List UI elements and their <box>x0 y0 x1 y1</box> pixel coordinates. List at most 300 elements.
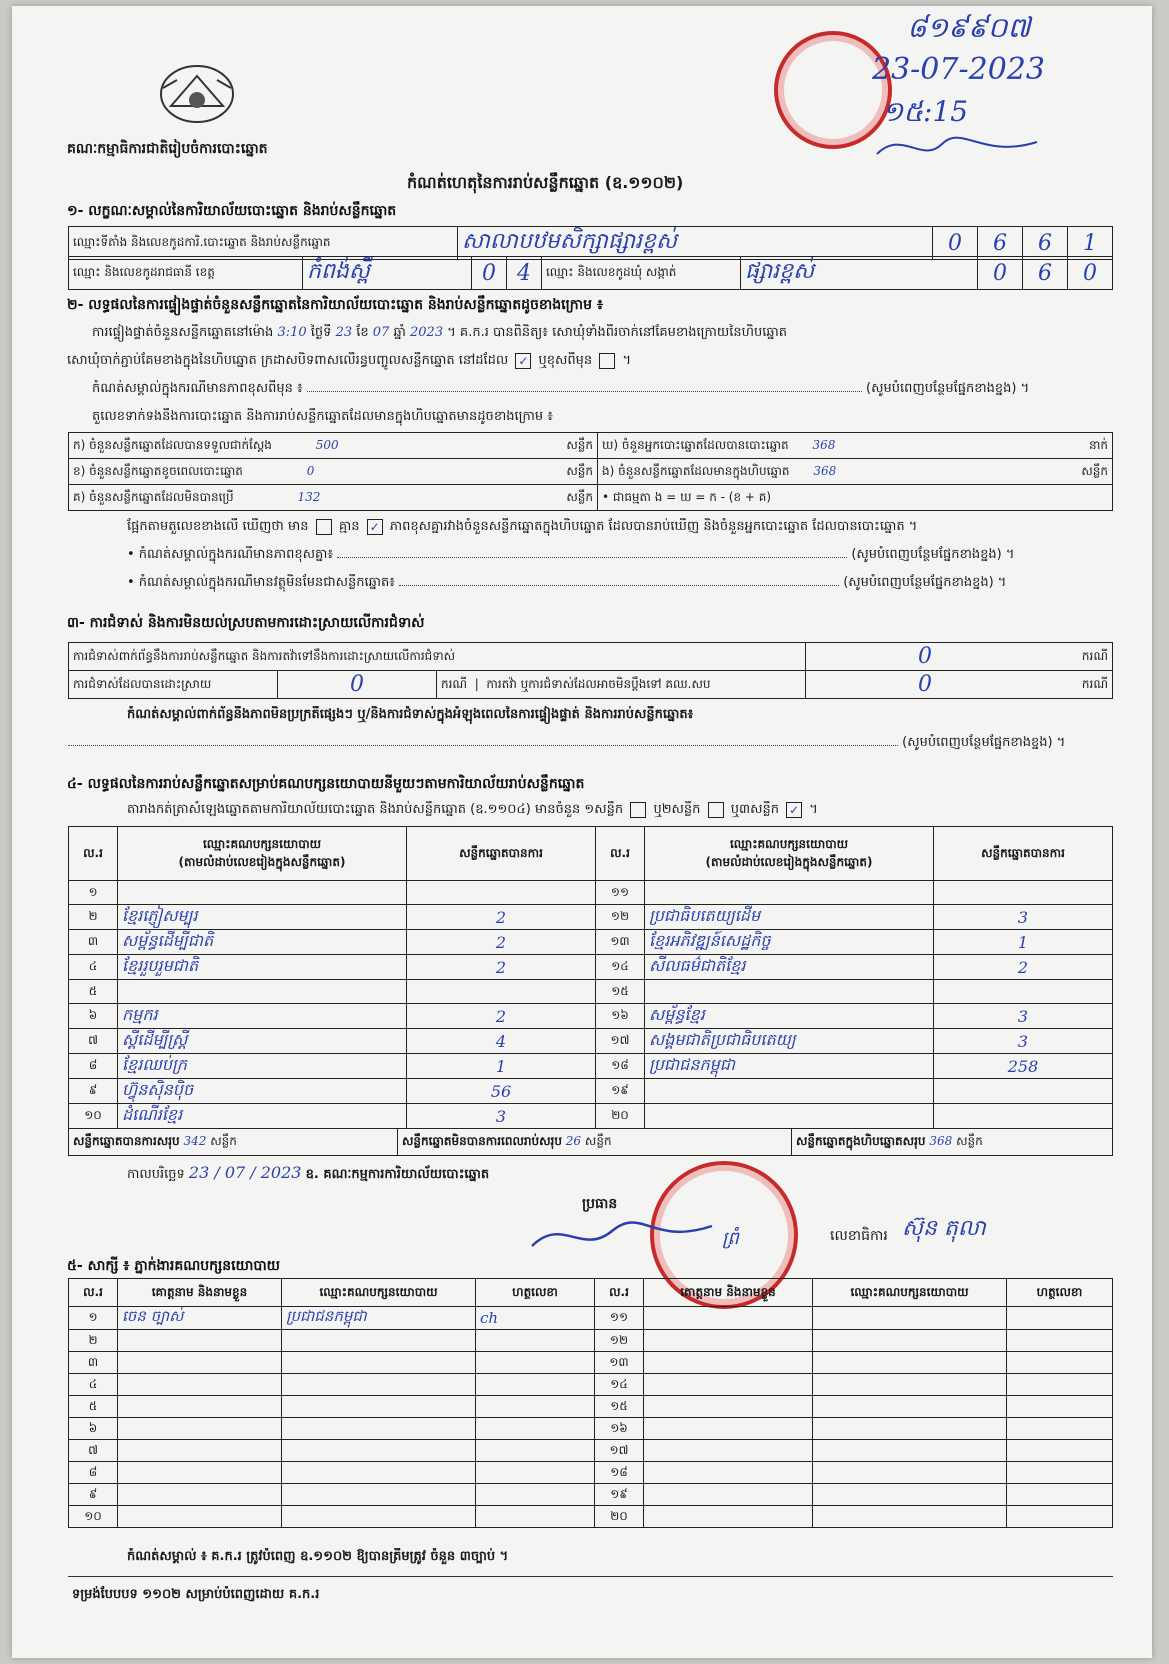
col-party-line1: ឈ្មោះគណបក្សនយោបាយ <box>202 836 322 851</box>
figure-b-unit: សន្លឹក <box>566 463 593 478</box>
verify-text-g: ឬខុសពីមុន <box>538 353 593 368</box>
note-object <box>127 574 1112 593</box>
section1-table-row2 <box>68 256 1113 290</box>
verify-text-a: ការផ្ទៀងផ្ទាត់ចំនួនសន្លឹកឆ្នោតនៅម៉ោង <box>92 325 274 340</box>
table-row <box>69 1004 1113 1029</box>
witness-signature <box>476 1506 595 1528</box>
result-votes <box>407 881 596 905</box>
irregularity-note: កំណត់សម្គាល់ពាក់ព័ន្ធនឹងភាពមិនប្រក្រតីផ្សេងៗ ឬ/និងការជំទាស់ក្នុងអំឡុងពេលនៃការផ្ទៀងផ្ទាត់ និងការរាប់សន្លឹកឆ្នោត៖ <box>127 707 694 722</box>
witness-party-2 <box>813 1462 1007 1484</box>
result-no: ៨ <box>69 1054 118 1079</box>
witness-no: ៤ <box>69 1374 118 1396</box>
result-party-2 <box>645 1104 934 1129</box>
prov-digit-2: 4 <box>517 260 531 286</box>
objections-table: ការជំទាស់ពាក់ព័ន្ធនឹងការរាប់សន្លឹកឆ្នោត និងការតវ៉ាទៅនឹងការដោះស្រាយលើការជំទាស់ 0 ករណី ការជំទាស់ដែលបានដោះស្រាយ 0 ករណី | ការតវ៉ា ឬការជំទាស់ដែលអាចមិនប្តឹងទៅ គឈ.សប 0 ករណី <box>68 642 1113 699</box>
witness-signature: ch <box>476 1307 595 1330</box>
national-emblem-icon <box>157 58 237 128</box>
chair-signature-icon <box>522 1206 722 1266</box>
witness-no: ៩ <box>69 1484 118 1506</box>
result-no: ៦ <box>69 1004 118 1029</box>
witness-name-2 <box>644 1418 813 1440</box>
appeal-label: ការតវ៉ា ឬការជំទាស់ដែលអាចមិនប្តឹងទៅ គឈ.សប <box>486 676 711 691</box>
figure-e-value: 368 <box>813 463 837 478</box>
result-no-2: ១៥ <box>596 980 645 1004</box>
result-party-2: ប្រជាជនកម្ពុជា <box>645 1054 934 1079</box>
witness-party-2 <box>813 1330 1007 1352</box>
result-party: សម្ព័ន្ធដើម្បីជាតិ <box>118 930 407 955</box>
witness-no: ១ <box>69 1307 118 1330</box>
document-page <box>12 6 1152 1658</box>
witness-row <box>69 1418 1113 1440</box>
witness-row <box>69 1396 1113 1418</box>
handwritten-date: 23-07-2023 <box>872 52 1045 87</box>
tally-text-c: ឬ៣សន្លឹក <box>730 802 779 817</box>
witness-name-2 <box>644 1374 813 1396</box>
three-sheet-checkbox[interactable]: ✓ <box>786 802 802 818</box>
resolved-label: ការជំទាស់ដែលបានដោះស្រាយ <box>69 671 278 699</box>
figure-a-label: ក) ចំនួនសន្លឹកឆ្នោតដែលបានទទួលជាក់ស្តែង <box>73 437 272 452</box>
witness-party-2 <box>813 1418 1007 1440</box>
witness-name <box>118 1484 282 1506</box>
total-invalid-label: សន្លឹកឆ្នោតមិនបានការពេលរាប់សរុប <box>402 1134 562 1148</box>
location-label: ឈ្មោះទីតាំង និងលេខកូដការិ.បោះឆ្នោត និងរាប់សន្លឹកឆ្នោត <box>69 227 458 260</box>
appeal-unit: ករណី <box>1044 671 1113 699</box>
secretary-label: លេខាធិការ <box>830 1228 888 1244</box>
figures-intro: តួលេខទាក់ទងនឹងការបោះឆ្នោត និងការរាប់សន្លឹកឆ្នោតដែលមានក្នុងហិបឆ្នោតមានដូចខាងក្រោម ៖ <box>92 409 553 424</box>
witness-no: ៧ <box>69 1440 118 1462</box>
w-col-no: ល.រ <box>69 1279 118 1307</box>
total-valid <box>69 1129 398 1155</box>
has-diff-checkbox[interactable] <box>316 519 332 535</box>
result-no-2: ១៧ <box>596 1029 645 1054</box>
loc-digit-3: 6 <box>1038 230 1052 256</box>
col-party-line2: (តាមលំដាប់លេខរៀងក្នុងសន្លឹកឆ្នោត) <box>178 854 346 869</box>
witness-party <box>282 1484 476 1506</box>
total-valid-value: 342 <box>183 1134 207 1148</box>
result-party-2: សង្គមជាតិប្រជាធិបតេយ្យ <box>645 1029 934 1054</box>
one-sheet-checkbox[interactable] <box>630 802 646 818</box>
figure-c-value: 132 <box>297 489 321 504</box>
witness-party <box>282 1418 476 1440</box>
location-value: សាលាបឋមសិក្សាផ្សារខ្ពស់ <box>462 229 677 254</box>
section2-title: ២- លទ្ធផលនៃការផ្ទៀងផ្ទាត់ចំនួនសន្លឹកឆ្នោតនៃការិយាល័យបោះឆ្នោត និងរាប់សន្លឹកឆ្នោតដូចខាងក្រោម ៖ <box>67 297 603 313</box>
witness-name: ចេន ច្បាស់ <box>118 1307 282 1330</box>
col-party2-line1: ឈ្មោះគណបក្សនយោបាយ <box>729 836 849 851</box>
witness-name-2 <box>644 1396 813 1418</box>
note-diff-tail: (សូមបំពេញបន្ថែមផ្នែកខាងខ្នង) ។ <box>851 547 1015 562</box>
figure-c-unit: សន្លឹក <box>566 489 593 504</box>
loc-digit-1: 0 <box>948 230 962 256</box>
witness-signature <box>476 1396 595 1418</box>
result-votes: 2 <box>407 955 596 980</box>
witness-name <box>118 1440 282 1462</box>
result-no: ៤ <box>69 955 118 980</box>
result-party: ខ្មែរភ្ញៀសម្បុរ <box>118 905 407 930</box>
witness-no-2: ១៨ <box>595 1462 644 1484</box>
table-row <box>69 1029 1113 1054</box>
witness-row <box>69 1506 1113 1528</box>
result-party: កម្មករ <box>118 1004 407 1029</box>
witness-party <box>282 1462 476 1484</box>
figure-e <box>598 459 1113 485</box>
witness-name-2 <box>644 1462 813 1484</box>
verify-month: 07 <box>372 325 390 340</box>
com-digit-2: 6 <box>1038 260 1052 286</box>
witness-party <box>282 1440 476 1462</box>
figure-formula: • ជាធម្មតា ង = ឃ = ក - (ខ + គ) <box>598 485 1113 511</box>
figure-a-value: 500 <box>315 437 339 452</box>
section3-title: ៣- ការជំទាស់ និងការមិនយល់ស្របតាមការដោះស្រាយលើការជំទាស់ <box>67 615 425 631</box>
result-votes-2 <box>934 1079 1113 1104</box>
chair-label: ប្រធាន <box>582 1196 618 1212</box>
w-col-no-2: ល.រ <box>595 1279 644 1307</box>
verify-year: 2023 <box>410 325 444 340</box>
chair-name: ព្រំ <box>722 1228 739 1249</box>
result-no-2: ១៦ <box>596 1004 645 1029</box>
result-party: ខ្មែរឈប់ក្រ <box>118 1054 407 1079</box>
tally-sheets-line: តារាងកត់ត្រាសំឡេងឆ្នោតតាមការិយាល័យបោះឆ្នោត និងរាប់សន្លឹកឆ្នោត (ឧ.១១០៤) មានចំនួន ១សន្លឹក ឬ២សន្លឹក ឬ៣សន្លឹក ✓ ។ <box>127 802 818 817</box>
note-different <box>92 380 1112 399</box>
witness-no: ៣ <box>69 1352 118 1374</box>
witness-signature-2 <box>1007 1330 1113 1352</box>
handwritten-time: ១៥:15 <box>882 95 969 128</box>
committee-name: គណៈកម្មាធិការជាតិរៀបចំការបោះឆ្នោត <box>67 141 268 157</box>
result-party: ដំណើរខ្មែរ <box>118 1104 407 1129</box>
witness-party-2 <box>813 1374 1007 1396</box>
commune-value: ផ្សារខ្ពស់ <box>745 259 815 284</box>
witness-no-2: ១១ <box>595 1307 644 1330</box>
section1-table <box>68 226 1113 260</box>
total-ballots <box>792 1129 1112 1155</box>
witness-signature <box>476 1440 595 1462</box>
resolved-unit: ករណី <box>441 676 468 691</box>
result-no-2: ១៤ <box>596 955 645 980</box>
loc-digit-2: 6 <box>993 230 1007 256</box>
result-no: ២ <box>69 905 118 930</box>
table-row <box>69 905 1113 930</box>
witness-name <box>118 1352 282 1374</box>
w-col-name: គោត្តនាម និងនាមខ្លួន <box>118 1279 282 1307</box>
result-votes: 2 <box>407 1004 596 1029</box>
result-votes-2: 258 <box>934 1054 1113 1079</box>
note-diff-label: • កំណត់សម្គាល់ក្នុងករណីមានភាពខុសគ្នា៖ <box>127 547 334 562</box>
loc-digit-4: 1 <box>1083 230 1097 256</box>
result-votes: 2 <box>407 930 596 955</box>
figure-d-label: ឃ) ចំនួនអ្នកបោះឆ្នោតដែលបានបោះឆ្នោត <box>602 437 789 452</box>
witness-signature-2 <box>1007 1352 1113 1374</box>
witness-signature <box>476 1462 595 1484</box>
w-col-name-2: គោត្តនាម និងនាមខ្លួន <box>644 1279 813 1307</box>
witness-table <box>68 1278 1113 1528</box>
result-no-2: ១២ <box>596 905 645 930</box>
result-votes: 2 <box>407 905 596 930</box>
w-col-sig: ហត្ថលេខា <box>476 1279 595 1307</box>
verify-text-d: ឆ្នាំ <box>393 325 406 340</box>
result-votes-2 <box>934 881 1113 905</box>
witness-party-2 <box>813 1506 1007 1528</box>
diff-text-c: ភាពខុសគ្នារវាងចំនួនសន្លឹកឆ្នោតក្នុងហិបឆ្នោត ដែលបានរាប់ឃើញ និងចំនួនអ្នកបោះឆ្នោត ដែលបានបោះឆ្នោត ។ <box>389 519 918 534</box>
figure-d <box>598 433 1113 459</box>
figure-b-value: 0 <box>306 463 315 478</box>
witness-name <box>118 1330 282 1352</box>
witness-row <box>69 1330 1113 1352</box>
witness-signature <box>476 1484 595 1506</box>
witness-party-2 <box>813 1352 1007 1374</box>
witness-signature <box>476 1330 595 1352</box>
witness-party <box>282 1374 476 1396</box>
result-party: ខ្មែររួបរួមជាតិ <box>118 955 407 980</box>
note-object-tail: (សូមបំពេញបន្ថែមផ្នែកខាងខ្នង) ។ <box>843 575 1007 590</box>
result-no-2: ២០ <box>596 1104 645 1129</box>
witness-signature-2 <box>1007 1418 1113 1440</box>
verify-day: 23 <box>335 325 353 340</box>
result-party-2 <box>645 1079 934 1104</box>
figure-d-unit: នាក់ <box>1088 437 1108 452</box>
table-row <box>69 1079 1113 1104</box>
witness-name <box>118 1418 282 1440</box>
witness-name-2 <box>644 1440 813 1462</box>
province-label: ឈ្មោះ និងលេខកូដរាជធានី ខេត្ត <box>69 257 303 290</box>
result-no: ៩ <box>69 1079 118 1104</box>
witness-row <box>69 1440 1113 1462</box>
document-title: កំណត់ហេតុនៃការរាប់សន្លឹកឆ្នោត (ឧ.១១០២) <box>407 173 684 192</box>
witness-party: ប្រជាជនកម្ពុជា <box>282 1307 476 1330</box>
witness-signature-2 <box>1007 1396 1113 1418</box>
result-no-2: ១៣ <box>596 930 645 955</box>
note-diff <box>127 546 1112 565</box>
sign-org: ឧ. គណៈកម្មការការិយាល័យបោះឆ្នោត <box>305 1167 490 1182</box>
witness-row <box>69 1484 1113 1506</box>
witness-name <box>118 1462 282 1484</box>
witness-no: ៨ <box>69 1462 118 1484</box>
table-row <box>69 980 1113 1004</box>
witness-signature-2 <box>1007 1374 1113 1396</box>
figure-a <box>69 433 598 459</box>
witness-signature <box>476 1418 595 1440</box>
witness-no-2: ១៥ <box>595 1396 644 1418</box>
witness-party-2 <box>813 1440 1007 1462</box>
result-party <box>118 980 407 1004</box>
table-row <box>69 1054 1113 1079</box>
total-ballots-label: សន្លឹកឆ្នោតក្នុងហិបឆ្នោតសរុប <box>796 1134 926 1148</box>
figures-table <box>68 432 1113 511</box>
witness-name <box>118 1374 282 1396</box>
tally-text-b: ឬ២សន្លឹក <box>653 802 701 817</box>
witness-party-2 <box>813 1484 1007 1506</box>
result-party-2 <box>645 881 934 905</box>
witness-row <box>69 1374 1113 1396</box>
two-sheet-checkbox[interactable] <box>708 802 724 818</box>
table-row <box>69 930 1113 955</box>
total-invalid-unit: សន្លឹក <box>584 1134 612 1148</box>
result-party: ហ៊្វុនស៊ិនប៉ិច <box>118 1079 407 1104</box>
verification-line2: សោឃុំចាក់ភ្ជាប់គែមខាងក្នុងនៃហិបឆ្នោត ក្រដាសបិទពាសលើរន្ធបញ្ចូលសន្លឹកឆ្នោត នៅដដែល ✓ ឬខុសពីមុន ។ <box>67 353 632 368</box>
note-object-label: • កំណត់សម្គាល់ក្នុងករណីមានវត្ថុមិនមែនជាសន្លឹកឆ្នោត៖ <box>127 575 395 590</box>
witness-signature-2 <box>1007 1484 1113 1506</box>
footer-form: ទម្រង់បែបបទ ១១០២ សម្រាប់បំពេញដោយ គ.ក.រ <box>72 1587 320 1602</box>
prov-digit-1: 0 <box>482 260 496 286</box>
verify-text-e: ។ គ.ក.រ បានពិនិត្យ៖ សោឃុំទាំងពីរចាក់នៅគែមខាងក្រោយនៃហិបឆ្នោត <box>447 325 787 340</box>
result-no-2: ១១ <box>596 881 645 905</box>
tally-text-a: តារាងកត់ត្រាសំឡេងឆ្នោតតាមការិយាល័យបោះឆ្នោត និងរាប់សន្លឹកឆ្នោត (ឧ.១១០៤) មានចំនួន ១សន្លឹក <box>127 802 624 817</box>
witness-signature <box>476 1374 595 1396</box>
result-no-2: ១៨ <box>596 1054 645 1079</box>
col-votes-2: សន្លឹកឆ្នោតបានការ <box>934 827 1113 881</box>
witness-name <box>118 1506 282 1528</box>
witness-signature-2 <box>1007 1307 1113 1330</box>
objection-unit: ករណី <box>1044 643 1113 671</box>
witness-signature-2 <box>1007 1440 1113 1462</box>
commune-label: ឈ្មោះ និងលេខកូដឃុំ សង្កាត់ <box>542 257 741 290</box>
figure-b <box>69 459 598 485</box>
witness-party-2 <box>813 1307 1007 1330</box>
witness-no: ៥ <box>69 1396 118 1418</box>
total-valid-label: សន្លឹកឆ្នោតបានការសរុប <box>73 1134 180 1148</box>
difference-line <box>127 518 917 537</box>
col-votes: សន្លឹកឆ្នោតបានការ <box>407 827 596 881</box>
appeal-value: 0 <box>918 672 932 697</box>
diff-text-a: ផ្អែកតាមតួលេខខាងលើ ឃើញថា មាន <box>127 519 309 534</box>
result-votes-2: 2 <box>934 955 1113 980</box>
result-votes: 3 <box>407 1104 596 1129</box>
result-votes-2: 3 <box>934 1029 1113 1054</box>
total-invalid <box>398 1129 792 1155</box>
result-no: ១ <box>69 881 118 905</box>
total-invalid-value: 26 <box>565 1134 582 1148</box>
figure-e-label: ង) ចំនួនសន្លឹកឆ្នោតដែលមានក្នុងហិបឆ្នោត <box>602 463 790 478</box>
verify-text-b: ថ្ងៃទី <box>310 325 332 340</box>
result-party-2: សម្ព័ន្ធខ្មែរ <box>645 1004 934 1029</box>
col-no: ល.រ <box>69 827 118 881</box>
result-votes: 1 <box>407 1054 596 1079</box>
witness-no: ៦ <box>69 1418 118 1440</box>
result-no-2: ១៩ <box>596 1079 645 1104</box>
w-col-sig-2: ហត្ថលេខា <box>1007 1279 1113 1307</box>
verification-line1 <box>92 324 787 343</box>
table-row <box>69 881 1113 905</box>
total-valid-unit: សន្លឹក <box>210 1134 237 1148</box>
result-votes <box>407 980 596 1004</box>
diff-text-b: គ្មាន <box>338 519 360 534</box>
witness-row <box>69 1352 1113 1374</box>
secretary-name: ស៊ុន តុលា <box>902 1216 986 1241</box>
witness-name-2 <box>644 1484 813 1506</box>
verify-text-c: ខែ <box>356 325 369 340</box>
result-party: ស្តីដើម្បីស្ត្រី <box>118 1029 407 1054</box>
witness-party <box>282 1352 476 1374</box>
verify-hour: 3:10 <box>277 325 307 340</box>
witness-name-2 <box>644 1352 813 1374</box>
figure-d-value: 368 <box>812 437 836 452</box>
total-ballots-value: 368 <box>929 1134 953 1148</box>
figure-c <box>69 485 598 511</box>
result-votes-2 <box>934 980 1113 1004</box>
result-party <box>118 881 407 905</box>
witness-no-2: ១២ <box>595 1330 644 1352</box>
irregularity-line <box>68 734 1113 753</box>
col-party-2 <box>645 827 934 881</box>
witness-party-2 <box>813 1396 1007 1418</box>
result-party-2: ប្រជាធិបតេយ្យដើម <box>645 905 934 930</box>
no-diff-checkbox[interactable]: ✓ <box>367 519 383 535</box>
witness-no-2: ២០ <box>595 1506 644 1528</box>
irregularity-tail: (សូមបំពេញបន្ថែមផ្នែកខាងខ្នង) ។ <box>902 735 1066 750</box>
witness-row <box>69 1462 1113 1484</box>
different-checkbox[interactable] <box>599 353 615 369</box>
date-line <box>127 1163 489 1185</box>
w-col-party: ឈ្មោះគណបក្សនយោបាយ <box>282 1279 476 1307</box>
witness-party <box>282 1506 476 1528</box>
note-different-label: កំណត់សម្គាល់ក្នុងករណីមានភាពខុសពីមុន ៖ <box>92 381 303 396</box>
witness-row <box>69 1307 1113 1330</box>
same-checkbox[interactable]: ✓ <box>515 353 531 369</box>
figure-c-label: គ) ចំនួនសន្លឹកឆ្នោតដែលមិនបានប្រើ <box>73 489 234 504</box>
w-col-party-2: ឈ្មោះគណបក្សនយោបាយ <box>813 1279 1007 1307</box>
com-digit-1: 0 <box>993 260 1007 286</box>
date-label: កាលបរិច្ឆេទ <box>127 1167 185 1182</box>
result-votes-2: 3 <box>934 905 1113 930</box>
figure-a-unit: សន្លឹក <box>566 437 593 452</box>
witness-no-2: ១៧ <box>595 1440 644 1462</box>
section1-title: ១- លក្ខណៈសម្គាល់នៃការិយាល័យបោះឆ្នោត និងរាប់សន្លឹកឆ្នោត <box>67 203 397 219</box>
result-votes-2: 1 <box>934 930 1113 955</box>
footer-note: កំណត់សម្គាល់ ៖ គ.ក.រ ត្រូវបំពេញ ឧ.១១០២ ឱ្យបានត្រឹមត្រូវ ចំនួន ៣ច្បាប់ ។ <box>127 1549 509 1564</box>
witness-name-2 <box>644 1307 813 1330</box>
result-no: ១០ <box>69 1104 118 1129</box>
result-party-2 <box>645 980 934 1004</box>
witness-party <box>282 1396 476 1418</box>
province-value: កំពង់ស្ពឺ <box>307 259 370 284</box>
witness-name-2 <box>644 1506 813 1528</box>
section4-title: ៤- លទ្ធផលនៃការរាប់សន្លឹកឆ្នោតសម្រាប់គណបក្សនយោបាយនីមួយៗតាមការិយាល័យរាប់សន្លឹកឆ្នោត <box>67 776 585 792</box>
witness-signature-2 <box>1007 1462 1113 1484</box>
col-party2-line2: (តាមលំដាប់លេខរៀងក្នុងសន្លឹកឆ្នោត) <box>705 854 873 869</box>
witness-signature <box>476 1352 595 1374</box>
table-row <box>69 955 1113 980</box>
section5-title: ៥- សាក្សី ៖ ភ្នាក់ងារគណបក្សនយោបាយ <box>67 1258 281 1274</box>
col-party <box>118 827 407 881</box>
witness-signature-2 <box>1007 1506 1113 1528</box>
resolved-value: 0 <box>350 672 364 697</box>
result-votes-2: 3 <box>934 1004 1113 1029</box>
note-different-tail: (សូមបំពេញបន្ថែមផ្នែកខាងខ្នង) ។ <box>866 381 1030 396</box>
witness-no-2: ១៣ <box>595 1352 644 1374</box>
total-ballots-unit: សន្លឹក <box>956 1134 983 1148</box>
witness-no-2: ១៦ <box>595 1418 644 1440</box>
result-no: ៥ <box>69 980 118 1004</box>
results-table <box>68 826 1113 1156</box>
signature-icon <box>872 124 1042 170</box>
witness-party <box>282 1330 476 1352</box>
result-party-2: ខ្មែរអភិវឌ្ឍន៍សេដ្ឋកិច្ច <box>645 930 934 955</box>
witness-name-2 <box>644 1330 813 1352</box>
witness-name <box>118 1396 282 1418</box>
result-votes: 56 <box>407 1079 596 1104</box>
witness-no-2: ១៩ <box>595 1484 644 1506</box>
witness-no: ២ <box>69 1330 118 1352</box>
date-value: 23 / 07 / 2023 <box>188 1163 302 1182</box>
col-no-2: ល.រ <box>596 827 645 881</box>
verify-text-f: សោឃុំចាក់ភ្ជាប់គែមខាងក្នុងនៃហិបឆ្នោត ក្រដាសបិទពាសលើរន្ធបញ្ចូលសន្លឹកឆ្នោត នៅដដែល <box>67 353 509 368</box>
objection-count-value: 0 <box>918 644 932 669</box>
table-row <box>69 1104 1113 1129</box>
handwritten-code: ៨១៩៩០៧ <box>907 11 1031 44</box>
result-no: ៧ <box>69 1029 118 1054</box>
result-votes-2 <box>934 1104 1113 1129</box>
witness-no-2: ១៤ <box>595 1374 644 1396</box>
com-digit-3: 0 <box>1083 260 1097 286</box>
objection-count-label: ការជំទាស់ពាក់ព័ន្ធនឹងការរាប់សន្លឹកឆ្នោត និងការតវ៉ាទៅនឹងការដោះស្រាយលើការជំទាស់ <box>69 643 806 671</box>
